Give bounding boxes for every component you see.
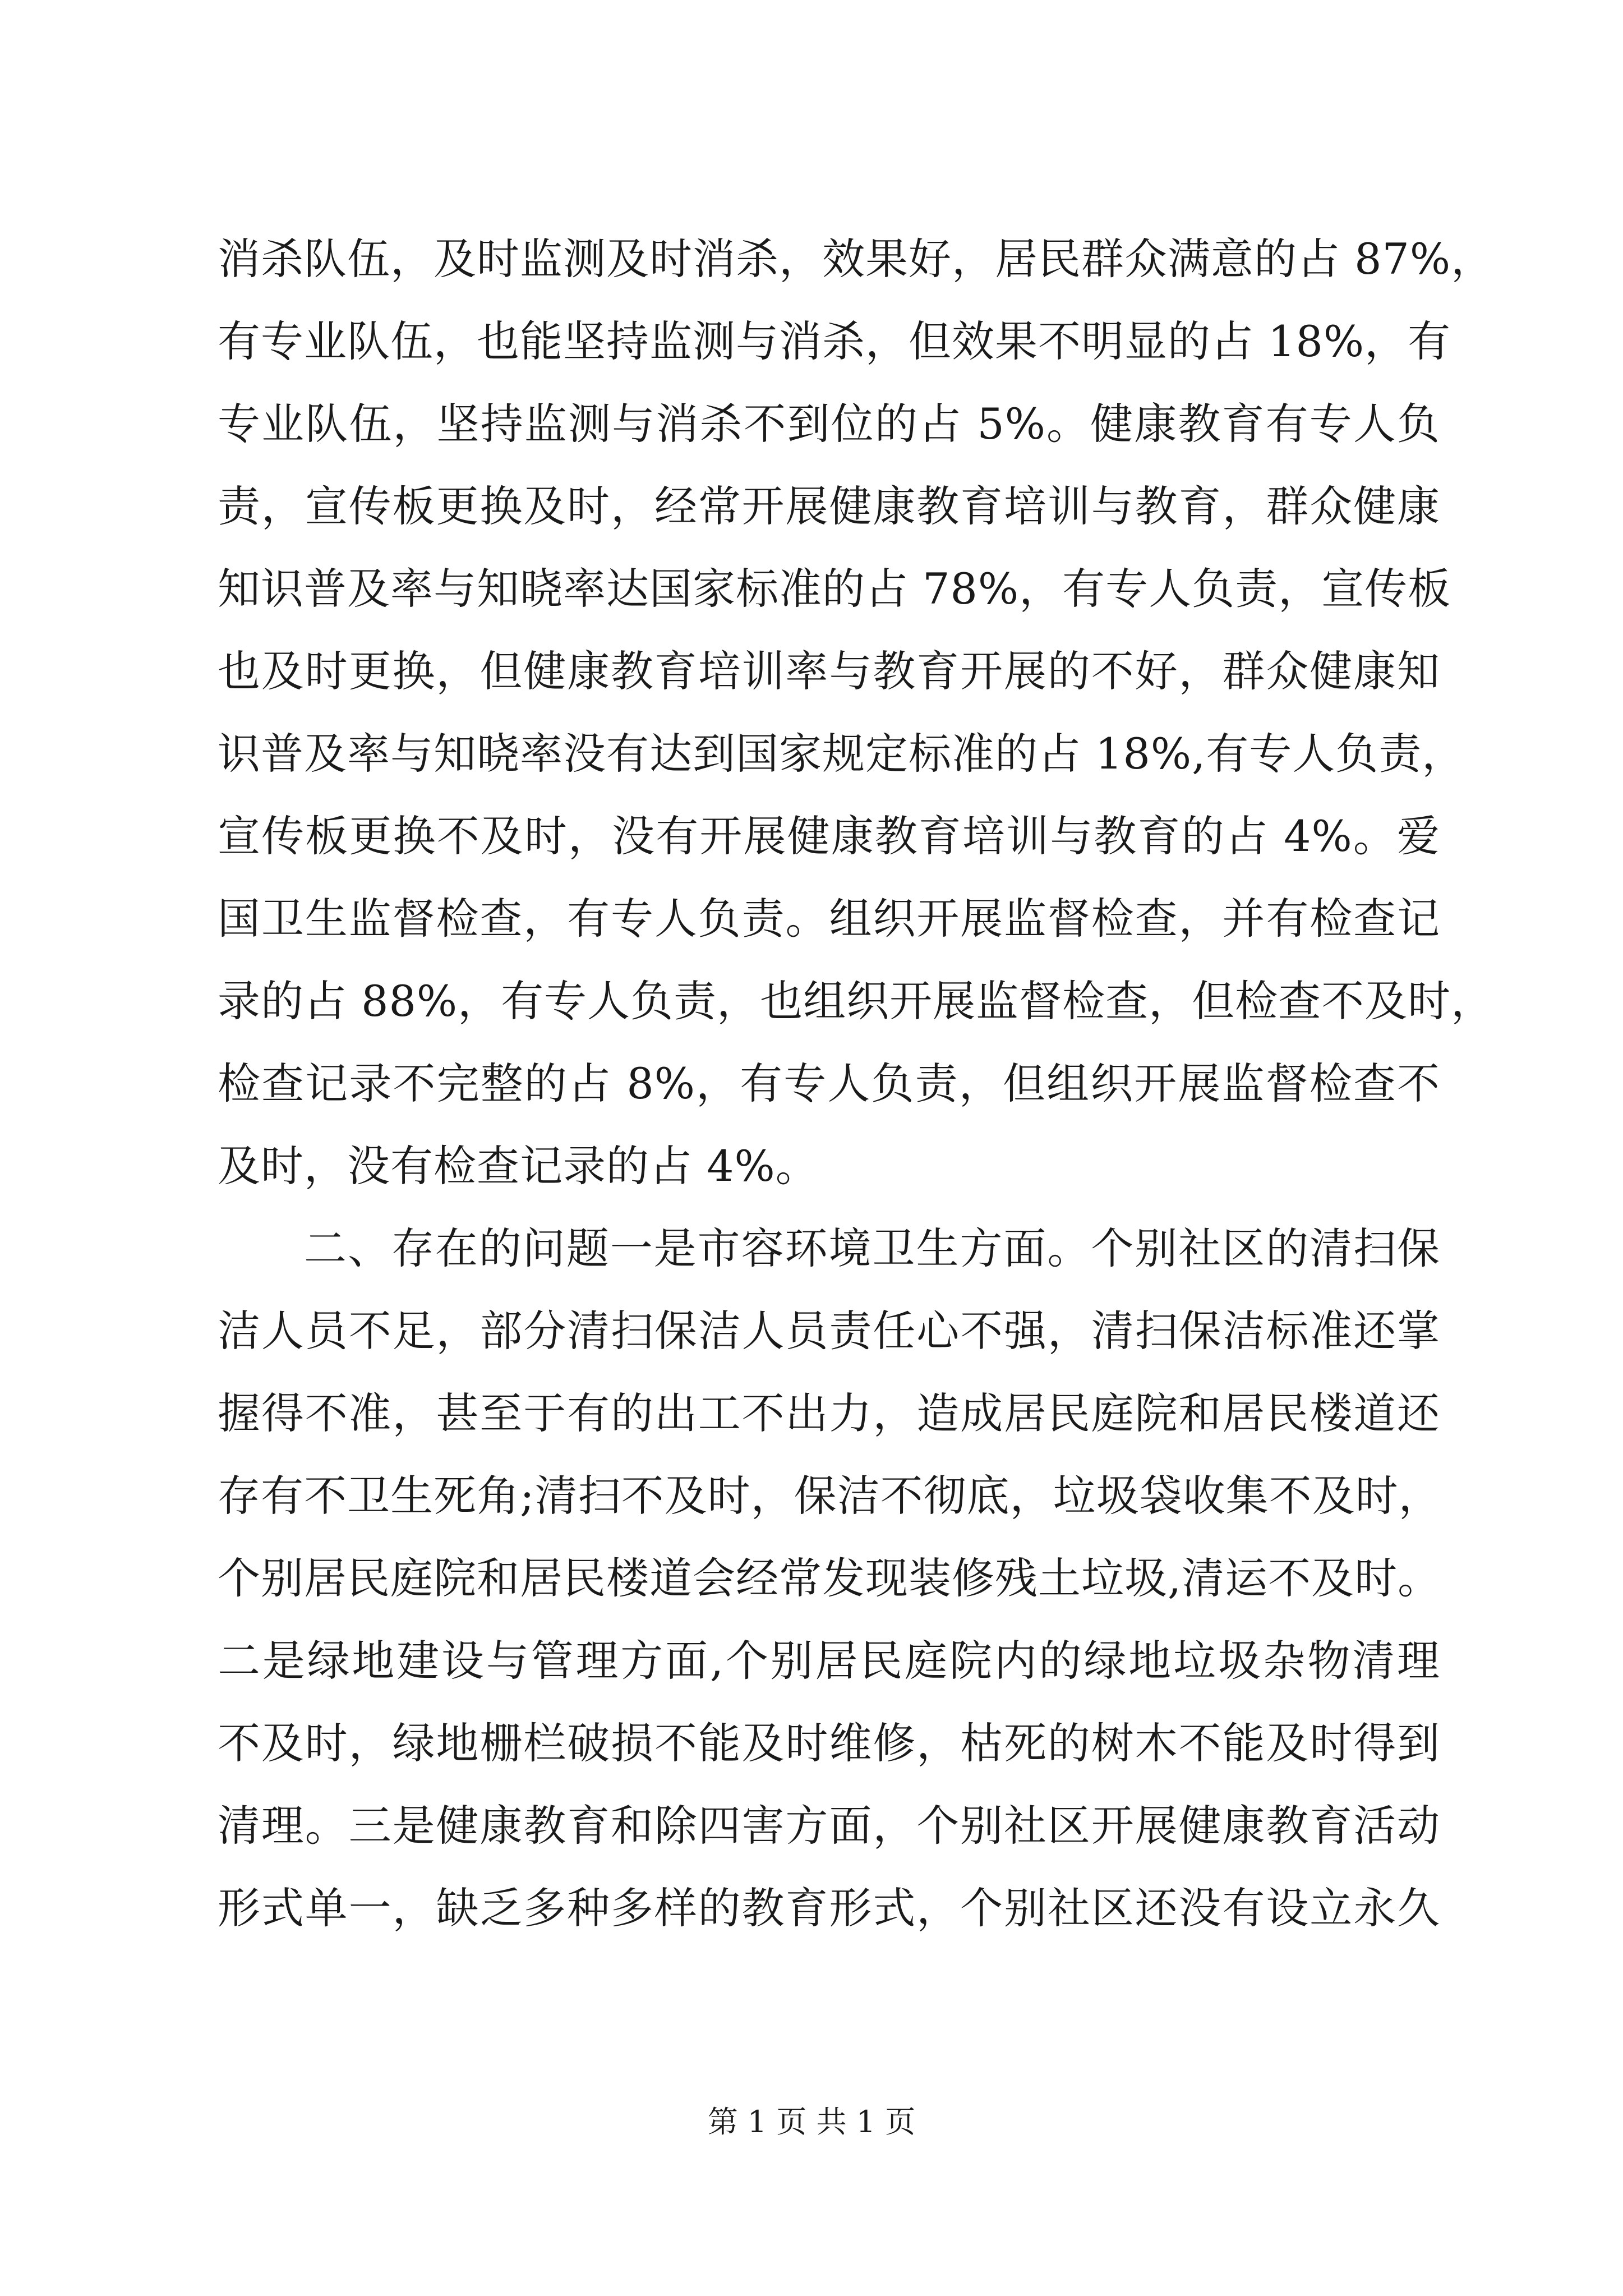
text-line: 国卫生监督检查，有专人负责。组织开展监督检查，并有检查记: [218, 894, 1440, 944]
text-line: 责，宣传板更换及时，经常开展健康教育培训与教育，群众健康: [218, 481, 1440, 531]
text-line: 及时，没有检查记录的占 4%。: [218, 1141, 819, 1191]
text-line: 有专业队伍，也能坚持监测与消杀，但效果不明显的占 18%，有: [218, 316, 1451, 366]
text-line: 不及时，绿地栅栏破损不能及时维修，枯死的树木不能及时得到: [218, 1718, 1440, 1768]
text-line: 消杀队伍，及时监测及时消杀，效果好，居民群众满意的占 87%，: [218, 234, 1495, 284]
text-line: 形式单一，缺乏多种多样的教育形式，个别社区还没有设立永久: [218, 1883, 1440, 1933]
text-line: 检查记录不完整的占 8%，有专人负责，但组织开展监督检查不: [218, 1059, 1440, 1108]
text-line: 握得不准，甚至于有的出工不出力，造成居民庭院和居民楼道还: [218, 1388, 1440, 1438]
text-line: 识普及率与知晓率没有达到国家规定标准的占 18%,有专人负责，: [218, 729, 1465, 779]
text-line: 清理。三是健康教育和除四害方面，个别社区开展健康教育活动: [218, 1801, 1440, 1851]
text-line: 也及时更换，但健康教育培训率与教育开展的不好，群众健康知: [218, 646, 1440, 696]
body-text: [218, 218, 1495, 1949]
text-line: 宣传板更换不及时，没有开展健康教育培训与教育的占 4%。爱: [218, 811, 1440, 861]
text-line: 专业队伍，坚持监测与消杀不到位的占 5%。健康教育有专人负: [218, 399, 1440, 449]
text-line: 洁人员不足，部分清扫保洁人员责任心不强，清扫保洁标准还掌: [218, 1306, 1440, 1356]
text-line: 个别居民庭院和居民楼道会经常发现装修残土垃圾,清运不及时。: [218, 1553, 1441, 1603]
text-line: 二是绿地建设与管理方面,个别居民庭院内的绿地垃圾杂物清理: [218, 1636, 1440, 1686]
text-line: 二、存在的问题一是市容环境卫生方面。个别社区的清扫保: [304, 1223, 1440, 1273]
page-number-footer: 第 1 页 共 1 页: [707, 2104, 916, 2139]
text-line: 存有不卫生死角;清扫不及时，保洁不彻底，垃圾袋收集不及时，: [218, 1471, 1442, 1521]
text-line: 录的占 88%，有专人负责，也组织开展监督检查，但检查不及时，: [218, 976, 1495, 1026]
text-line: 知识普及率与知晓率达国家标准的占 78%，有专人负责，宣传板: [218, 564, 1451, 614]
